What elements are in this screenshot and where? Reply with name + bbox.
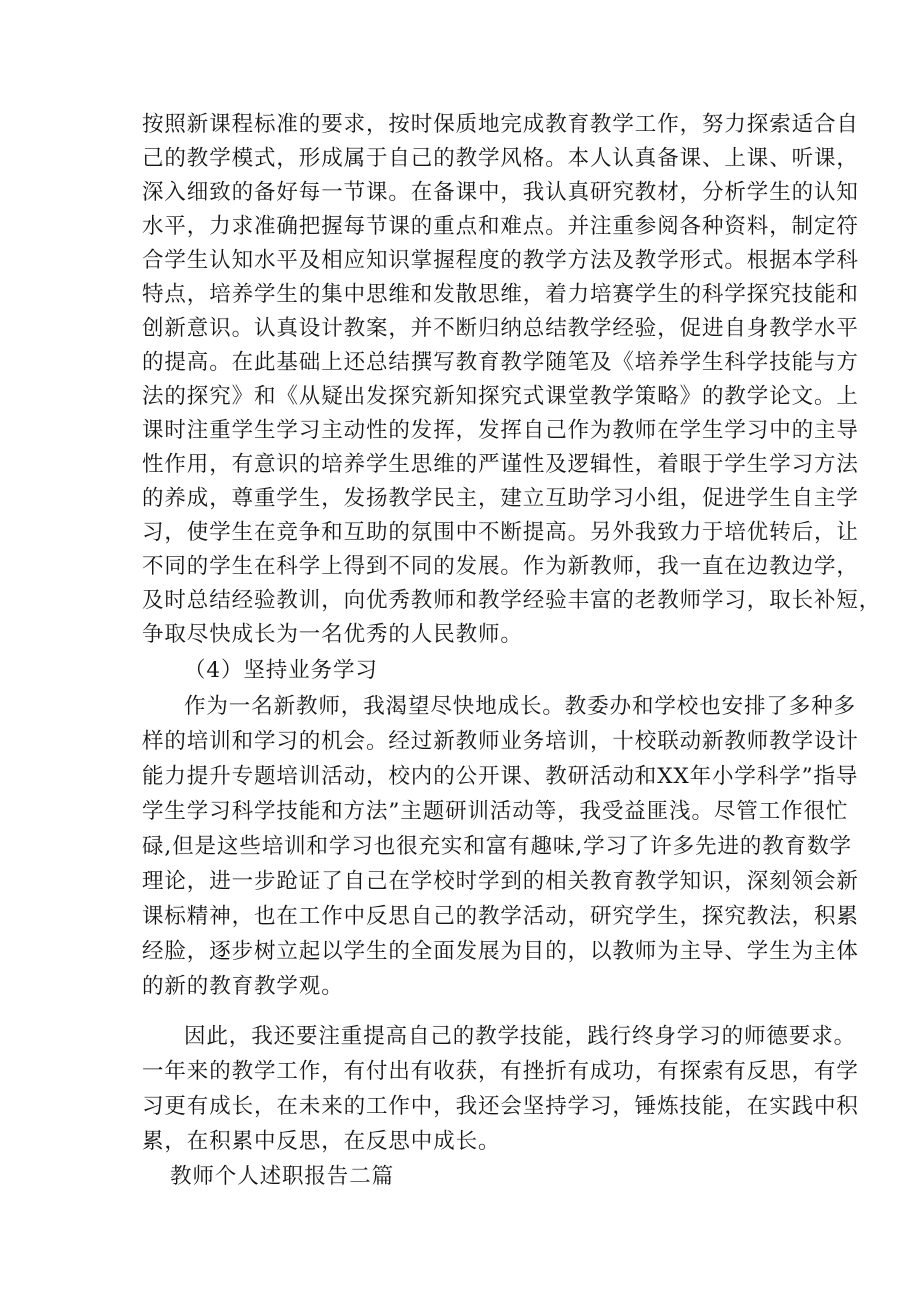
text-line: 理论，进一步跄证了自己在学校时学到的相关教育教学知识，深刻领会新 [142,869,859,894]
text-line: 及时总结经验教训，向优秀教师和教学经验丰富的老教师学习，取长补短， [142,588,882,613]
text-line: 碌,但是这些培训和学习也很充实和富有趣味,学习了许多先进的教育数学 [142,834,852,859]
text-line: 特点，培养学生的集中思维和发散思维，着力培赛学生的科学探究技能和 [142,282,859,307]
text-line: 习更有成长，在未来的工作中，我还会坚持学习，锤炼技能，在实践中积 [142,1094,859,1119]
text-line: 经脸，逐步树立起以学生的全面发展为目的，以教师为主导、学生为主体 [142,939,859,964]
text-line: 的提高。在此基础上还总结撰写教育教学随笔及《培养学生科学技能与方 [142,350,859,375]
text-line: 课时注重学生学习主动性的发挥，发挥自己作为教师在学生学习中的主导 [142,418,859,443]
text-line: 样的培训和学习的机会。经过新教师业务培训，十校联动新教师教学设计 [142,729,859,754]
text-line: 创新意识。认真设计教案，并不断归纳总结教学经验，促进自身教学水平 [142,316,859,341]
text-line: 争取尽快成长为一名优秀的人民教师。 [142,622,523,647]
text-line: 性作用，有意识的培养学生思维的严谨性及逻辑性，着眼于学生学习方法 [142,452,859,477]
text-line: 水平，力求准确把握每节课的重点和难点。并注重参阅各种资料，制定符 [142,214,859,239]
text-line: 能力提升专题培训活动，校内的公开课、教研活动和XX年小学科学”指导 [142,764,859,789]
text-line: 的新的教育教学观。 [142,974,344,999]
text-line: 的养成，尊重学生，发扬教学民主，建立互助学习小组，促进学生自主学 [142,486,859,511]
text-line: 作为一名新教师，我渴望尽快地成长。教委办和学校也安排了多种多 [184,694,857,719]
text-line: 不同的学生在科学上得到不同的发展。作为新教师，我一直在边教边学， [142,554,859,579]
text-line: 一年来的教学工作，有付出有收获，有挫折有成功，有探索有反思，有学 [142,1059,859,1084]
text-line: 深入细致的备好每一节课。在备课中，我认真研究教材，分析学生的认知 [142,180,859,205]
text-line: 课标精神，也在工作中反思自己的教学活动，研究学生，探究教法，积累 [142,904,859,929]
text-line: 学生学习科学技能和方法”主题研训活动等，我受益匪浅。尽管工作很忙 [142,799,849,824]
text-line: 合学生认知水平及相应知识掌握程度的教学方法及教学形式。根据本学科 [142,248,859,273]
text-line: 累，在积累中反思，在反思中成长。 [142,1129,501,1154]
text-line: 按照新课程标准的要求，按时保质地完成教育教学工作，努力探索适合自 [142,112,859,137]
text-line: 法的探究》和《从疑出发探究新知探究式课堂教学策略》的教学论文。上 [142,384,859,409]
text-line: 己的教学模式，形成属于自己的教学风格。本人认真备课、上课、听课， [142,146,859,171]
text-line: 因此，我还要注重提高自己的教学技能，践行终身学习的师德要求。 [184,1024,857,1049]
text-line: 习，使学生在竞争和互助的氛围中不断提高。另外我致力于培优转后，让 [142,520,859,545]
next-section-title: 教师个人述职报告二篇 [170,1164,395,1189]
section-heading: （4）坚持业务学习 [184,658,378,683]
